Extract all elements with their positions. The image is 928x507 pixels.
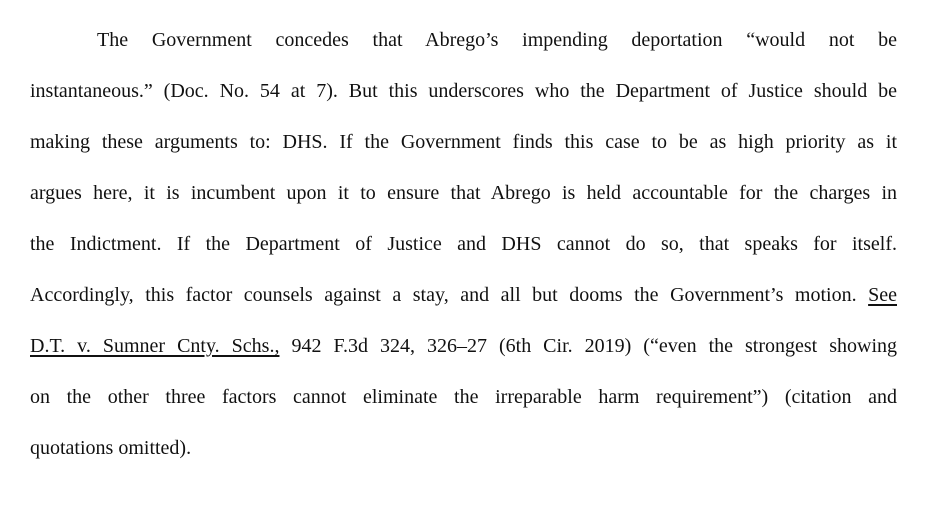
paragraph-line-2: instantaneous.” (Doc. No. 54 at 7). But this underscores who the Department of Justice should be: [30, 80, 897, 102]
paragraph-line-7: [30, 333, 897, 359]
paragraph-line-9: quotations omitted).: [30, 437, 192, 459]
paragraph-line-5: the Indictment. If the Department of Justice and DHS cannot do so, that speaks for itself.: [30, 233, 897, 255]
paragraph-line-7-rest: 942 F.3d 324, 326–27 (6th Cir. 2019) (“even the strongest showing: [291, 335, 898, 357]
paragraph-line-3: making these arguments to: DHS. If the Government finds this case to be as high priority as it: [30, 131, 897, 153]
citation-signal: See: [868, 284, 897, 306]
paragraph-line-1: The Government concedes that Abrego’s impending deportation “would not be: [97, 29, 897, 51]
paragraph-line-4: argues here, it is incumbent upon it to ensure that Abrego is held accountable for the charges in: [30, 182, 897, 204]
paragraph-line-6: [30, 282, 897, 308]
paragraph-line-8: on the other three factors cannot eliminate the irreparable harm requirement”) (citation and: [30, 386, 897, 408]
case-citation: D.T. v. Sumner Cnty. Schs.,: [30, 335, 280, 357]
document-page: [30, 0, 897, 507]
paragraph-line-6-text: Accordingly, this factor counsels against a stay, and all but dooms the Government’s motion.: [30, 284, 857, 306]
